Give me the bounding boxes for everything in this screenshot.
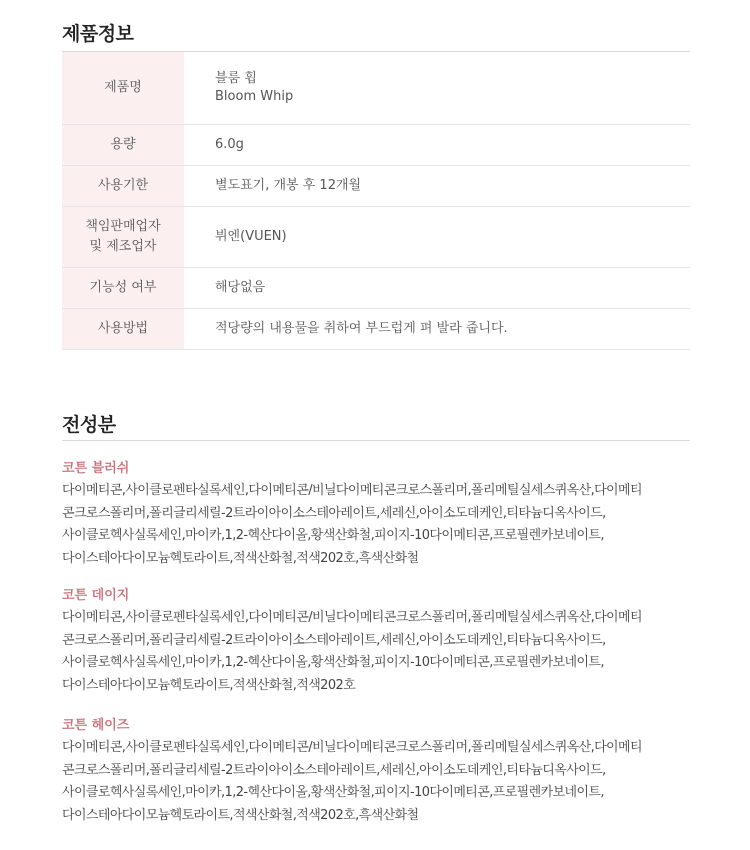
- product-name-korean: 블룸 휩: [215, 71, 257, 86]
- table-row: [62, 268, 690, 309]
- ingredient-block-cotton-haze: [62, 714, 702, 827]
- ingredient-name: 코튼 헤이즈: [62, 718, 130, 733]
- ingredient-list: [62, 480, 702, 570]
- ingredient-line: 다이메티콘,사이클로펜타실록세인,다이메티콘/비닐다이메티콘크로스폴리머,폴리메틸실세스퀴옥산,다이메티: [62, 740, 642, 755]
- table-row: [62, 207, 690, 268]
- row-value-functional: 해당없음: [184, 268, 690, 309]
- table-row: [62, 309, 690, 350]
- row-label-product-name: 제품명: [62, 52, 184, 125]
- ingredient-list: [62, 607, 702, 697]
- ingredient-name: 코튼 데이지: [62, 588, 130, 603]
- ingredient-name: 코튼 블러쉬: [62, 461, 130, 476]
- row-value-expiry: 별도표기, 개봉 후 12개월: [184, 166, 690, 207]
- ingredient-line: 다이메티콘,사이클로펜타실록세인,다이메티콘/비닐다이메티콘크로스폴리머,폴리메틸실세스퀴옥산,다이메티: [62, 610, 642, 625]
- ingredients-title: 전성분: [62, 414, 116, 436]
- manufacturer-label-line-2: 및 제조업자: [89, 239, 157, 254]
- product-info-table: [62, 52, 690, 350]
- row-label-expiry: 사용기한: [62, 166, 184, 207]
- table-row: [62, 52, 690, 125]
- ingredient-line: 콘크로스폴리머,폴리글리세릴-2트라이아이소스테아레이트,세레신,아이소도데케인,티타늄디옥사이드,: [62, 505, 606, 521]
- ingredient-line: 사이클로헥사실록세인,마이카,1,2-헥산다이올,황색산화철,피이지-10다이메티콘,프로필렌카보네이트,: [62, 528, 604, 543]
- manufacturer-label-line-1: 책임판매업자: [85, 219, 161, 234]
- product-info-title: 제품정보: [62, 23, 134, 45]
- ingredient-block-cotton-daisy: [62, 584, 702, 697]
- ingredient-line: 다이스테아다이모늄헥토라이트,적색산화철,적색202호,흑색산화철: [62, 807, 419, 823]
- row-label-manufacturer: [62, 207, 184, 268]
- row-value-capacity: 6.0g: [184, 125, 690, 166]
- row-value-usage: 적당량의 내용물을 취하여 부드럽게 펴 발라 줍니다.: [184, 309, 690, 350]
- row-label-usage: 사용방법: [62, 309, 184, 350]
- table-row: [62, 125, 690, 166]
- row-value-manufacturer: 뷔엔(VUEN): [184, 207, 690, 268]
- row-label-capacity: 용량: [62, 125, 184, 166]
- ingredient-line: 다이스테아다이모늄헥토라이트,적색산화철,적색202호: [62, 677, 356, 693]
- ingredient-line: 다이메티콘,사이클로펜타실록세인,다이메티콘/비닐다이메티콘크로스폴리머,폴리메틸실세스퀴옥산,다이메티: [62, 483, 642, 498]
- ingredient-line: 사이클로헥사실록세인,마이카,1,2-헥산다이올,황색산화철,피이지-10다이메티콘,프로필렌카보네이트,: [62, 785, 604, 800]
- row-label-functional: 기능성 여부: [62, 268, 184, 309]
- ingredient-line: 사이클로헥사실록세인,마이카,1,2-헥산다이올,황색산화철,피이지-10다이메티콘,프로필렌카보네이트,: [62, 655, 604, 670]
- table-row: [62, 166, 690, 207]
- product-name-english: Bloom Whip: [215, 89, 294, 104]
- ingredient-list: [62, 737, 702, 827]
- ingredient-block-cotton-blush: [62, 457, 702, 570]
- ingredient-line: 콘크로스폴리머,폴리글리세릴-2트라이아이소스테아레이트,세레신,아이소도데케인,티타늄디옥사이드,: [62, 762, 606, 778]
- ingredients-divider: [62, 440, 690, 441]
- ingredient-line: 다이스테아다이모늄헥토라이트,적색산화철,적색202호,흑색산화철: [62, 550, 419, 566]
- row-value-product-name: [184, 52, 690, 125]
- ingredient-line: 콘크로스폴리머,폴리글리세릴-2트라이아이소스테아레이트,세레신,아이소도데케인,티타늄디옥사이드,: [62, 632, 606, 648]
